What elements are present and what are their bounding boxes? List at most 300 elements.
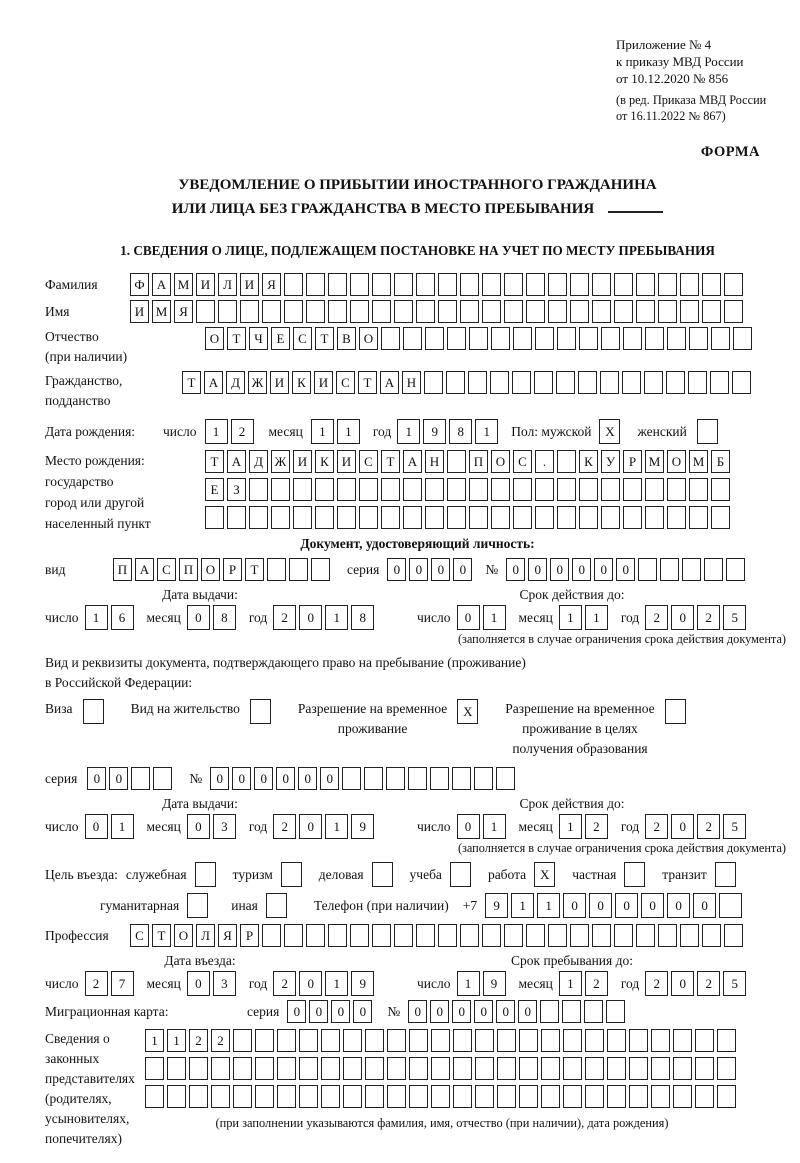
char-cell[interactable] [562,1000,581,1023]
char-cell[interactable] [482,273,501,296]
char-cell[interactable] [601,327,620,350]
char-cell[interactable] [592,300,611,323]
char-cell[interactable] [293,506,312,529]
char-cell[interactable] [717,1085,736,1108]
char-cell[interactable]: 0 [506,558,525,581]
char-cell[interactable] [629,1029,648,1052]
char-cell[interactable]: С [157,558,176,581]
char-cell[interactable] [624,862,645,887]
char-cell[interactable] [557,327,576,350]
purpose-humanitarian-checkbox[interactable] [187,893,211,918]
given-name-cells[interactable] [130,300,746,323]
char-cell[interactable] [600,371,619,394]
char-cell[interactable]: П [469,450,488,473]
char-cell[interactable] [704,558,723,581]
char-cell[interactable] [211,1085,230,1108]
char-cell[interactable]: У [601,450,620,473]
char-cell[interactable] [702,300,721,323]
char-cell[interactable]: М [689,450,708,473]
char-cell[interactable] [189,1057,208,1080]
id-valid-year-cells[interactable] [645,605,749,630]
char-cell[interactable] [277,1029,296,1052]
char-cell[interactable] [556,371,575,394]
char-cell[interactable] [563,1085,582,1108]
char-cell[interactable]: 0 [331,1000,350,1023]
char-cell[interactable] [585,1085,604,1108]
char-cell[interactable]: . [535,450,554,473]
sex-female-checkbox[interactable] [697,419,721,444]
char-cell[interactable]: 0 [594,558,613,581]
char-cell[interactable] [680,924,699,947]
char-cell[interactable] [519,1029,538,1052]
char-cell[interactable]: 0 [409,558,428,581]
char-cell[interactable]: К [579,450,598,473]
migration-number-cells[interactable] [408,1000,628,1023]
char-cell[interactable] [614,924,633,947]
char-cell[interactable] [629,1057,648,1080]
char-cell[interactable]: 1 [337,419,360,444]
char-cell[interactable]: 9 [423,419,446,444]
char-cell[interactable]: 2 [273,971,296,996]
char-cell[interactable]: 2 [645,971,668,996]
char-cell[interactable] [284,924,303,947]
char-cell[interactable] [365,1057,384,1080]
char-cell[interactable]: 0 [109,767,128,790]
char-cell[interactable]: В [337,327,356,350]
char-cell[interactable] [321,1057,340,1080]
char-cell[interactable]: X [534,862,555,887]
char-cell[interactable] [579,506,598,529]
char-cell[interactable] [601,478,620,501]
char-cell[interactable]: О [205,327,224,350]
char-cell[interactable] [680,273,699,296]
char-cell[interactable] [446,371,465,394]
char-cell[interactable] [557,450,576,473]
char-cell[interactable] [409,1029,428,1052]
purpose-official-checkbox[interactable] [195,862,219,887]
char-cell[interactable]: И [270,371,289,394]
char-cell[interactable]: Н [402,371,421,394]
char-cell[interactable] [431,1085,450,1108]
char-cell[interactable] [497,1085,516,1108]
char-cell[interactable]: 3 [213,971,236,996]
char-cell[interactable]: 2 [585,814,608,839]
char-cell[interactable]: Л [196,924,215,947]
char-cell[interactable] [250,699,271,724]
char-cell[interactable] [403,478,422,501]
purpose-transit-checkbox[interactable] [715,862,739,887]
char-cell[interactable] [328,300,347,323]
char-cell[interactable] [504,273,523,296]
char-cell[interactable] [460,924,479,947]
char-cell[interactable] [131,767,150,790]
permit-issue-year-cells[interactable] [273,814,377,839]
char-cell[interactable] [563,1057,582,1080]
char-cell[interactable]: Ч [249,327,268,350]
char-cell[interactable]: 0 [693,893,716,918]
char-cell[interactable]: Т [245,558,264,581]
char-cell[interactable]: М [152,300,171,323]
doc-type-cells[interactable] [113,558,333,581]
permit-issue-month-cells[interactable] [187,814,239,839]
char-cell[interactable]: 1 [325,605,348,630]
char-cell[interactable] [240,300,259,323]
char-cell[interactable] [255,1057,274,1080]
char-cell[interactable]: 0 [452,1000,471,1023]
char-cell[interactable] [644,371,663,394]
char-cell[interactable]: 0 [563,893,586,918]
char-cell[interactable] [469,506,488,529]
char-cell[interactable] [717,1029,736,1052]
char-cell[interactable] [579,478,598,501]
char-cell[interactable]: 1 [511,893,534,918]
char-cell[interactable]: 1 [167,1029,186,1052]
char-cell[interactable] [541,1057,560,1080]
char-cell[interactable] [337,478,356,501]
char-cell[interactable] [145,1085,164,1108]
char-cell[interactable] [469,478,488,501]
char-cell[interactable]: 1 [85,605,108,630]
char-cell[interactable] [343,1085,362,1108]
char-cell[interactable] [271,478,290,501]
permit-valid-day-cells[interactable] [457,814,509,839]
char-cell[interactable] [689,506,708,529]
char-cell[interactable] [519,1057,538,1080]
char-cell[interactable]: Л [218,273,237,296]
char-cell[interactable]: С [359,450,378,473]
char-cell[interactable]: 0 [671,971,694,996]
purpose-study-checkbox[interactable] [450,862,474,887]
char-cell[interactable] [387,1057,406,1080]
char-cell[interactable] [431,1057,450,1080]
char-cell[interactable]: 0 [641,893,664,918]
char-cell[interactable]: 0 [187,605,210,630]
char-cell[interactable] [535,506,554,529]
char-cell[interactable] [196,300,215,323]
char-cell[interactable]: 0 [615,893,638,918]
char-cell[interactable] [453,1085,472,1108]
char-cell[interactable] [447,506,466,529]
char-cell[interactable] [438,300,457,323]
permit-valid-month-cells[interactable] [559,814,611,839]
char-cell[interactable]: 0 [572,558,591,581]
purpose-work-checkbox[interactable] [534,862,558,887]
id-issue-year-cells[interactable] [273,605,377,630]
char-cell[interactable] [548,300,567,323]
char-cell[interactable]: 0 [550,558,569,581]
char-cell[interactable] [475,1029,494,1052]
char-cell[interactable]: П [113,558,132,581]
char-cell[interactable] [416,300,435,323]
char-cell[interactable] [321,1029,340,1052]
char-cell[interactable]: А [204,371,223,394]
char-cell[interactable]: 1 [537,893,560,918]
char-cell[interactable]: X [457,699,478,724]
char-cell[interactable]: К [315,450,334,473]
char-cell[interactable]: 0 [299,814,322,839]
char-cell[interactable] [638,558,657,581]
char-cell[interactable]: 0 [616,558,635,581]
char-cell[interactable] [328,924,347,947]
char-cell[interactable] [570,300,589,323]
char-cell[interactable] [359,478,378,501]
char-cell[interactable] [372,300,391,323]
char-cell[interactable] [535,478,554,501]
char-cell[interactable]: 0 [474,1000,493,1023]
char-cell[interactable] [262,300,281,323]
char-cell[interactable]: 1 [483,605,506,630]
char-cell[interactable] [658,273,677,296]
char-cell[interactable]: 0 [187,971,210,996]
char-cell[interactable] [424,371,443,394]
char-cell[interactable]: П [179,558,198,581]
char-cell[interactable] [666,371,685,394]
char-cell[interactable] [469,327,488,350]
char-cell[interactable]: Т [205,450,224,473]
char-cell[interactable] [519,1085,538,1108]
char-cell[interactable] [667,506,686,529]
char-cell[interactable] [438,924,457,947]
char-cell[interactable] [570,924,589,947]
char-cell[interactable] [311,558,330,581]
char-cell[interactable] [497,1029,516,1052]
char-cell[interactable]: 2 [645,605,668,630]
char-cell[interactable]: Я [174,300,193,323]
char-cell[interactable] [425,327,444,350]
char-cell[interactable]: 9 [351,814,374,839]
char-cell[interactable] [372,862,393,887]
char-cell[interactable] [667,478,686,501]
char-cell[interactable] [249,506,268,529]
char-cell[interactable] [447,327,466,350]
char-cell[interactable] [665,699,686,724]
char-cell[interactable] [629,1085,648,1108]
char-cell[interactable]: А [403,450,422,473]
char-cell[interactable] [277,1085,296,1108]
migration-series-cells[interactable] [287,1000,375,1023]
char-cell[interactable] [688,371,707,394]
char-cell[interactable]: 5 [723,605,746,630]
char-cell[interactable] [425,506,444,529]
char-cell[interactable]: 0 [667,893,690,918]
char-cell[interactable]: Е [271,327,290,350]
char-cell[interactable] [266,893,287,918]
char-cell[interactable] [205,506,224,529]
char-cell[interactable]: 7 [111,971,134,996]
char-cell[interactable] [534,371,553,394]
char-cell[interactable]: 6 [111,605,134,630]
char-cell[interactable]: 0 [671,814,694,839]
char-cell[interactable] [623,478,642,501]
char-cell[interactable]: Р [223,558,242,581]
char-cell[interactable] [187,893,208,918]
representatives-row1-cells[interactable] [145,1029,739,1052]
id-issue-day-cells[interactable] [85,605,137,630]
char-cell[interactable]: 0 [453,558,472,581]
char-cell[interactable]: 1 [483,814,506,839]
patronymic-cells[interactable] [205,327,755,350]
char-cell[interactable] [526,300,545,323]
char-cell[interactable]: 9 [351,971,374,996]
char-cell[interactable] [409,1057,428,1080]
char-cell[interactable] [475,1057,494,1080]
char-cell[interactable] [195,862,216,887]
birth-place-row2-cells[interactable] [205,478,733,501]
char-cell[interactable] [189,1085,208,1108]
char-cell[interactable]: Ф [130,273,149,296]
char-cell[interactable] [372,273,391,296]
stay-month-cells[interactable] [559,971,611,996]
char-cell[interactable]: Т [381,450,400,473]
char-cell[interactable] [381,327,400,350]
char-cell[interactable] [733,327,752,350]
char-cell[interactable] [497,1057,516,1080]
birth-year-cells[interactable] [397,419,501,444]
char-cell[interactable] [695,1085,714,1108]
char-cell[interactable] [711,478,730,501]
char-cell[interactable]: Т [152,924,171,947]
char-cell[interactable] [557,506,576,529]
temp-permit-edu-checkbox[interactable] [665,699,689,724]
char-cell[interactable] [359,506,378,529]
char-cell[interactable] [541,1085,560,1108]
char-cell[interactable] [606,1000,625,1023]
char-cell[interactable]: 0 [210,767,229,790]
char-cell[interactable]: 1 [205,419,228,444]
char-cell[interactable] [482,924,501,947]
char-cell[interactable] [667,327,686,350]
id-valid-month-cells[interactable] [559,605,611,630]
char-cell[interactable] [645,478,664,501]
char-cell[interactable]: 1 [457,971,480,996]
char-cell[interactable] [702,924,721,947]
birth-place-row1-cells[interactable] [205,450,733,473]
sex-male-checkbox[interactable] [599,419,623,444]
char-cell[interactable] [636,300,655,323]
char-cell[interactable] [299,1029,318,1052]
char-cell[interactable]: 0 [187,814,210,839]
char-cell[interactable] [394,300,413,323]
char-cell[interactable] [717,1057,736,1080]
char-cell[interactable] [645,506,664,529]
entry-day-cells[interactable] [85,971,137,996]
char-cell[interactable] [622,371,641,394]
char-cell[interactable]: 2 [85,971,108,996]
char-cell[interactable] [299,1057,318,1080]
char-cell[interactable] [614,273,633,296]
char-cell[interactable] [306,924,325,947]
char-cell[interactable]: 0 [309,1000,328,1023]
birth-month-cells[interactable] [311,419,363,444]
char-cell[interactable] [293,478,312,501]
char-cell[interactable] [702,273,721,296]
char-cell[interactable] [563,1029,582,1052]
char-cell[interactable]: 1 [585,605,608,630]
char-cell[interactable]: С [513,450,532,473]
representatives-row2-cells[interactable] [145,1057,739,1080]
char-cell[interactable] [255,1029,274,1052]
char-cell[interactable]: 2 [273,605,296,630]
char-cell[interactable] [636,924,655,947]
char-cell[interactable] [711,506,730,529]
char-cell[interactable] [350,300,369,323]
char-cell[interactable] [592,273,611,296]
char-cell[interactable]: Е [205,478,224,501]
char-cell[interactable] [289,558,308,581]
char-cell[interactable] [660,558,679,581]
char-cell[interactable] [343,1057,362,1080]
char-cell[interactable] [623,506,642,529]
char-cell[interactable] [695,1057,714,1080]
char-cell[interactable] [732,371,751,394]
char-cell[interactable]: Ж [248,371,267,394]
char-cell[interactable]: 1 [145,1029,164,1052]
char-cell[interactable]: 0 [299,971,322,996]
char-cell[interactable] [431,1029,450,1052]
permit-issue-day-cells[interactable] [85,814,137,839]
char-cell[interactable] [452,767,471,790]
char-cell[interactable]: М [645,450,664,473]
char-cell[interactable]: Б [711,450,730,473]
char-cell[interactable] [614,300,633,323]
char-cell[interactable]: 1 [111,814,134,839]
char-cell[interactable] [711,327,730,350]
char-cell[interactable] [386,767,405,790]
char-cell[interactable] [607,1085,626,1108]
char-cell[interactable] [227,506,246,529]
char-cell[interactable] [724,273,743,296]
char-cell[interactable] [496,767,515,790]
phone-cells[interactable] [485,893,745,918]
char-cell[interactable]: С [336,371,355,394]
char-cell[interactable] [601,506,620,529]
char-cell[interactable]: И [196,273,215,296]
char-cell[interactable] [645,327,664,350]
char-cell[interactable]: О [201,558,220,581]
char-cell[interactable] [387,1029,406,1052]
char-cell[interactable]: И [314,371,333,394]
char-cell[interactable]: С [293,327,312,350]
char-cell[interactable] [255,1085,274,1108]
char-cell[interactable] [450,862,471,887]
temp-permit-checkbox[interactable] [457,699,481,724]
char-cell[interactable]: 0 [496,1000,515,1023]
char-cell[interactable]: Т [315,327,334,350]
char-cell[interactable] [233,1057,252,1080]
char-cell[interactable] [578,371,597,394]
permit-number-cells[interactable] [210,767,518,790]
char-cell[interactable] [233,1029,252,1052]
char-cell[interactable] [548,924,567,947]
char-cell[interactable] [719,893,742,918]
char-cell[interactable] [504,300,523,323]
char-cell[interactable]: Я [218,924,237,947]
profession-cells[interactable] [130,924,746,947]
char-cell[interactable]: X [599,419,620,444]
char-cell[interactable] [408,767,427,790]
char-cell[interactable] [724,300,743,323]
char-cell[interactable] [403,506,422,529]
char-cell[interactable] [673,1057,692,1080]
char-cell[interactable]: 1 [325,971,348,996]
char-cell[interactable]: 0 [276,767,295,790]
char-cell[interactable] [557,478,576,501]
char-cell[interactable] [651,1057,670,1080]
stay-day-cells[interactable] [457,971,509,996]
char-cell[interactable]: Р [240,924,259,947]
char-cell[interactable] [145,1057,164,1080]
char-cell[interactable] [623,327,642,350]
